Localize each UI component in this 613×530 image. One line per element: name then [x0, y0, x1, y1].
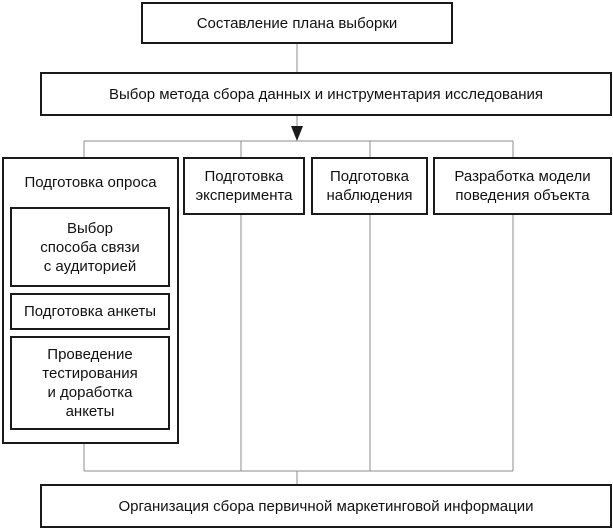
arrow-down-icon	[291, 126, 303, 141]
box-observation-prep: Подготовка наблюдения	[311, 157, 428, 215]
box-survey-step-2: Подготовка анкеты	[10, 293, 170, 330]
box-survey-step-1: Выбор способа связи с аудиторией	[10, 207, 170, 287]
box-experiment-prep: Подготовка эксперимента	[183, 157, 305, 215]
box-organization: Организация сбора первичной маркетинговой информации	[40, 484, 612, 528]
box-survey-step-3: Проведение тестирования и доработка анкеты	[10, 336, 170, 430]
box-behavior-model: Разработка модели поведения объекта	[433, 157, 612, 215]
box-sampling-plan: Составление плана выборки	[141, 2, 453, 44]
box-method-choice: Выбор метода сбора данных и инструментария исследования	[40, 72, 612, 116]
survey-prep-title: Подготовка опроса	[24, 174, 157, 191]
